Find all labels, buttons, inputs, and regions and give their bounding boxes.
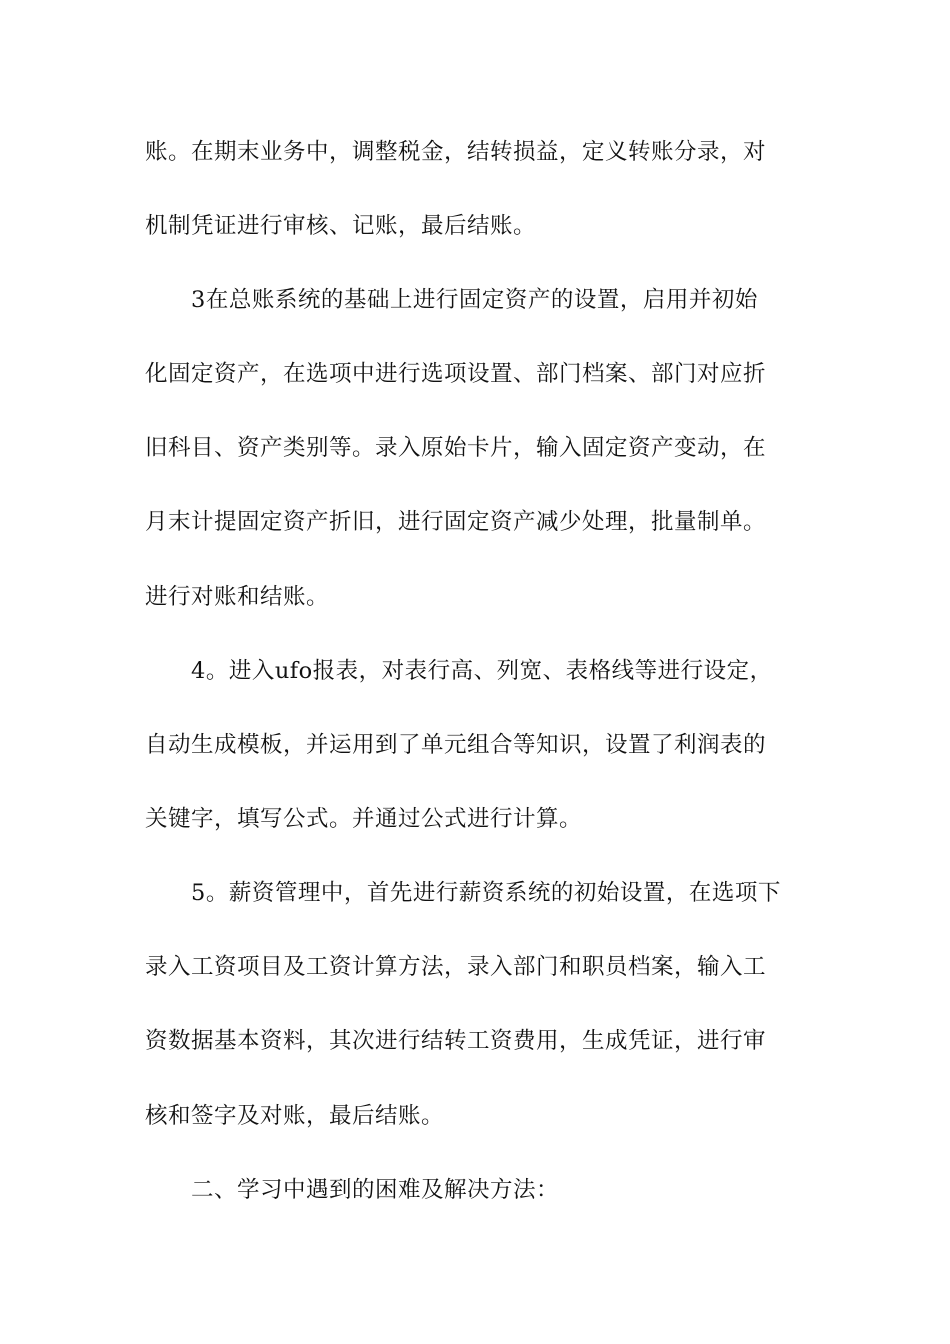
text-line: 5。薪资管理中，首先进行薪资系统的初始设置，在选项下 (191, 880, 781, 906)
text-line: 核和签字及对账，最后结账。 (145, 1103, 445, 1129)
section-heading: 二、学习中遇到的困难及解决方法： (191, 1177, 560, 1203)
text-line: 自动生成模板，并运用到了单元组合等知识，设置了利润表的 (145, 732, 767, 758)
text-line: 录入工资项目及工资计算方法，录入部门和职员档案，输入工 (145, 954, 767, 980)
text-line: 4。进入ufo报表，对表行高、列宽、表格线等进行设定， (191, 658, 773, 684)
text-line: 账。在期末业务中，调整税金，结转损益，定义转账分录，对 (145, 139, 767, 165)
text-line: 3在总账系统的基础上进行固定资产的设置，启用并初始 (191, 287, 758, 313)
text-line: 旧科目、资产类别等。录入原始卡片，输入固定资产变动，在 (145, 435, 767, 461)
text-line: 资数据基本资料，其次进行结转工资费用，生成凭证，进行审 (145, 1028, 767, 1054)
text-line: 关键字，填写公式。并通过公式进行计算。 (145, 806, 583, 832)
text-line: 机制凭证进行审核、记账，最后结账。 (145, 213, 537, 239)
text-line: 月末计提固定资产折旧，进行固定资产减少处理，批量制单。 (145, 509, 767, 535)
text-line: 化固定资产，在选项中进行选项设置、部门档案、部门对应折 (145, 361, 767, 387)
text-line: 进行对账和结账。 (145, 584, 330, 610)
